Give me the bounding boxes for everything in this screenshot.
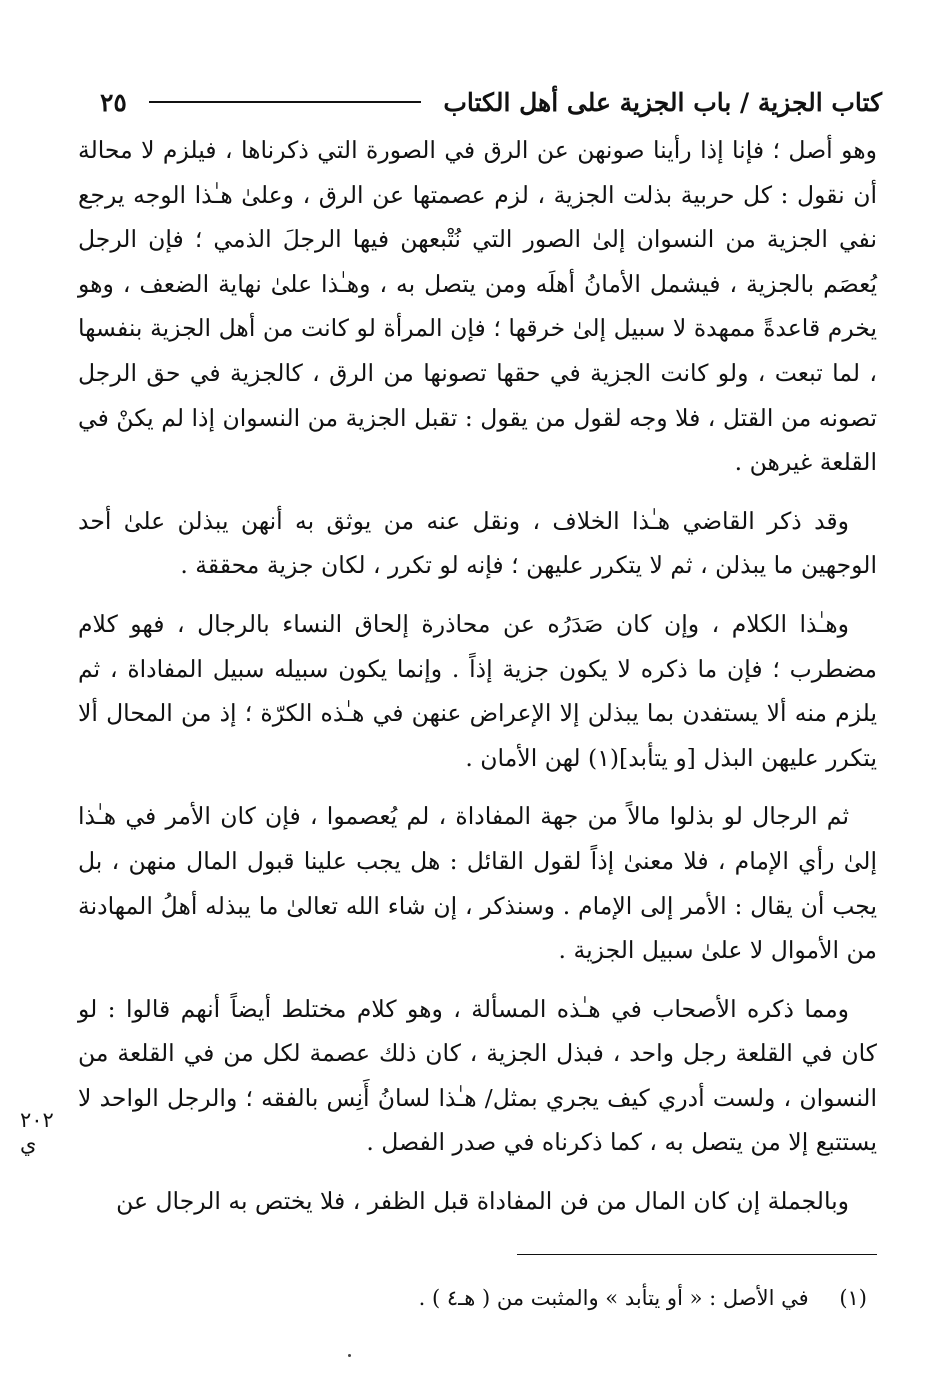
paragraph-5: ومما ذكره الأصحاب في هـٰذه المسألة ، وهو كلام مختلط أيضاً أنهم قالوا : لو كان في القلعة رجل واحد ، فبذل الجزية ، كان ذلك عصمة لكل من في القلعة من النسوان ، ولست أدري كيف يجري بمثل/ هـٰذا لسانُ أَنِس بالفقه ؛ والرجل الواحد لا يستتبع إلا من يتصل به ، كما ذكرناه في صدر الفصل .: [78, 994, 877, 1157]
footnote-number: (١): [839, 1286, 867, 1310]
running-title: كتاب الجزية / باب الجزية على أهل الكتاب: [443, 87, 882, 117]
paragraph-2: وقد ذكر القاضي هـٰذا الخلاف ، ونقل عنه من يوثق به أنهن يبذلن علىٰ أحد الوجهين ما يبذلن ، ثم لا يتكرر عليهن ؛ فإنه لو تكرر ، لكان جزية محققة .: [78, 506, 877, 580]
page-header: [100, 82, 882, 122]
page-number: ٢٥: [100, 87, 127, 117]
footnote-text: في الأصل : « أو يتأبد » والمثبت من ( هـ٤ ) .: [418, 1286, 809, 1310]
main-text: [78, 128, 877, 1238]
footnote-separator: [517, 1254, 877, 1255]
paragraph-3: وهـٰذا الكلام ، وإن كان صَدَرُه عن محاذرة إلحاق النساء بالرجال ، فهو كلام مضطرب ؛ فإن ما ذكره لا يكون جزية إذاً . وإنما يكون سبيله سبيل المفاداة ، ثم يلزم منه ألا يستفدن بما يبذلن إلا الإعراض عنهن في هـٰذه الكرّة ؛ إذ من المحال ألا يتكرر عليهن البذل [و يتأبد](١) لهن الأمان .: [78, 609, 877, 772]
scan-speck: [348, 1354, 351, 1357]
paragraph-1: وهو أصل ؛ فإنا إذا رأينا صونهن عن الرق في الصورة التي ذكرناها ، فيلزم لا محالة أن نقول : كل حربية بذلت الجزية ، لزم عصمتها عن الرق ، وعلىٰ هـٰذا الوجه يرجع نفي الجزية من النسوان إلىٰ الصور التي نُتْبعهن فيها الرجلَ الذمي ؛ فإن الرجل يُعصَم بالجزية ، فيشمل الأمانُ أهلَه ومن يتصل به ، وهـٰذا علىٰ نهاية الضعف ، وهو يخرم قاعدةً ممهدة لا سبيل إلىٰ خرقها ؛ فإن المرأة لو كانت من أهل الجزية بنفسها ، لما تبعت ، ولو كانت الجزية في حقها تصونها من الرق ، كالجزية في حق الرجل تصونه من القتل ، فلا وجه لقول من يقول : تقبل الجزية من النسوان إذا لم يكنْ في القلعة غيرهن .: [78, 136, 877, 477]
footnote: [419, 1286, 867, 1310]
paragraph-6: وبالجملة إن كان المال من فن المفاداة قبل الظفر ، فلا يختص به الرجال عن: [116, 1187, 849, 1216]
header-rule: [149, 101, 422, 103]
paragraph-4: ثم الرجال لو بذلوا مالاً من جهة المفاداة ، لم يُعصموا ، فإن كان الأمر في هـٰذا إلىٰ رأي الإمام ، فلا معنىٰ إذاً لقول القائل : هل يجب علينا قبول المال منهن ، بل يجب أن يقال : الأمر إلى الإمام . وسنذكر ، إن شاء الله تعالىٰ ما يبذله أهلُ المهادنة من الأموال لا علىٰ سبيل الجزية .: [78, 802, 877, 965]
manuscript-folio-note: ٢٠٢ ي: [20, 1108, 54, 1156]
